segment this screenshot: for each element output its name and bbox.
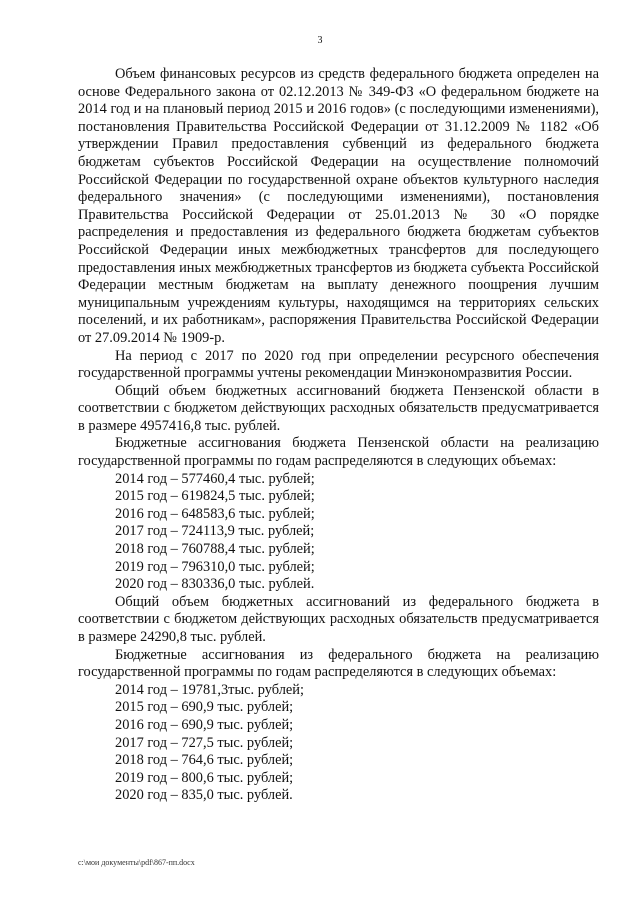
- regional-year-item: 2018 год – 760788,4 тыс. рублей;: [115, 541, 315, 558]
- document-body: [78, 66, 599, 805]
- paragraph-federal-distribution: Бюджетные ассигнования из федерального бюджета на реализацию государственной программы по годам распределяются в следующих объемах:: [78, 646, 599, 681]
- regional-year-item: 2015 год – 619824,5 тыс. рублей;: [115, 488, 315, 505]
- federal-year-item: 2019 год – 800,6 тыс. рублей;: [115, 769, 294, 786]
- paragraph-federal-funding-basis: Объем финансовых ресурсов из средств федерального бюджета определен на основе Федерального закона от 02.12.2013 № 349-ФЗ «О федеральном бюджете на 2014 год и на плановый период 2015 и 2016 годов» (с последующими изменениями), постановления Правительства Российской Федерации от 31.12.2009 № 1182 «Об утверждении Правил предоставления субвенций из федерального бюджета бюджетам субъектов Российской Федерации на осуществление полномочий Российской Федерации по государственной охране объектов культурного наследия федерального значения» (с последующими изменениями), постановления Правительства Российской Федерации от 25.01.2013 № 30 «О порядке распределения и предоставления из федерального бюджета бюджетам субъектов Российской Федерации иных межбюджетных трансфертов для последующего предоставления иных межбюджетных трансфертов из бюджета субъекта Российской Федерации местным бюджетам на выплату денежного поощрения лучшим муниципальным учреждениям культуры, находящимся на территориях сельских поселений, и их работникам», распоряжения Правительства Российской Федерации от 27.09.2014 № 1909-р.: [78, 66, 599, 346]
- footer-file-path: c:\мои документы\pdf\867-пп.docx: [78, 858, 195, 867]
- federal-year-item: 2016 год – 690,9 тыс. рублей;: [115, 716, 294, 733]
- regional-year-item: 2020 год – 830336,0 тыс. рублей.: [115, 576, 315, 593]
- regional-year-item: 2017 год – 724113,9 тыс. рублей;: [115, 523, 315, 540]
- paragraph-federal-total: Общий объем бюджетных ассигнований из федерального бюджета в соответствии с бюджетом действующих расходных обязательств предусматривается в размере 24290,8 тыс. рублей.: [78, 593, 599, 645]
- regional-year-item: 2014 год – 577460,4 тыс. рублей;: [115, 470, 315, 487]
- federal-year-item: 2014 год – 19781,3тыс. рублей;: [115, 681, 304, 698]
- page-number: 3: [317, 35, 323, 46]
- federal-year-item: 2018 год – 764,6 тыс. рублей;: [115, 752, 294, 769]
- federal-year-item: 2020 год – 835,0 тыс. рублей.: [115, 787, 293, 804]
- regional-year-item: 2016 год – 648583,6 тыс. рублей;: [115, 505, 315, 522]
- regional-year-list: [78, 471, 599, 594]
- federal-year-list: [78, 682, 599, 805]
- federal-year-item: 2015 год – 690,9 тыс. рублей;: [115, 699, 294, 716]
- paragraph-regional-distribution: Бюджетные ассигнования бюджета Пензенской области на реализацию государственной программы по годам распределяются в следующих объемах:: [78, 435, 599, 470]
- paragraph-planning-period: На период с 2017 по 2020 год при определении ресурсного обеспечения государственной программы учтены рекомендации Минэкономразвития России.: [78, 347, 599, 382]
- federal-year-item: 2017 год – 727,5 тыс. рублей;: [115, 734, 294, 751]
- paragraph-regional-total: Общий объем бюджетных ассигнований бюджета Пензенской области в соответствии с бюджетом действующих расходных обязательств предусматривается в размере 4957416,8 тыс. рублей.: [78, 382, 599, 434]
- regional-year-item: 2019 год – 796310,0 тыс. рублей;: [115, 558, 315, 575]
